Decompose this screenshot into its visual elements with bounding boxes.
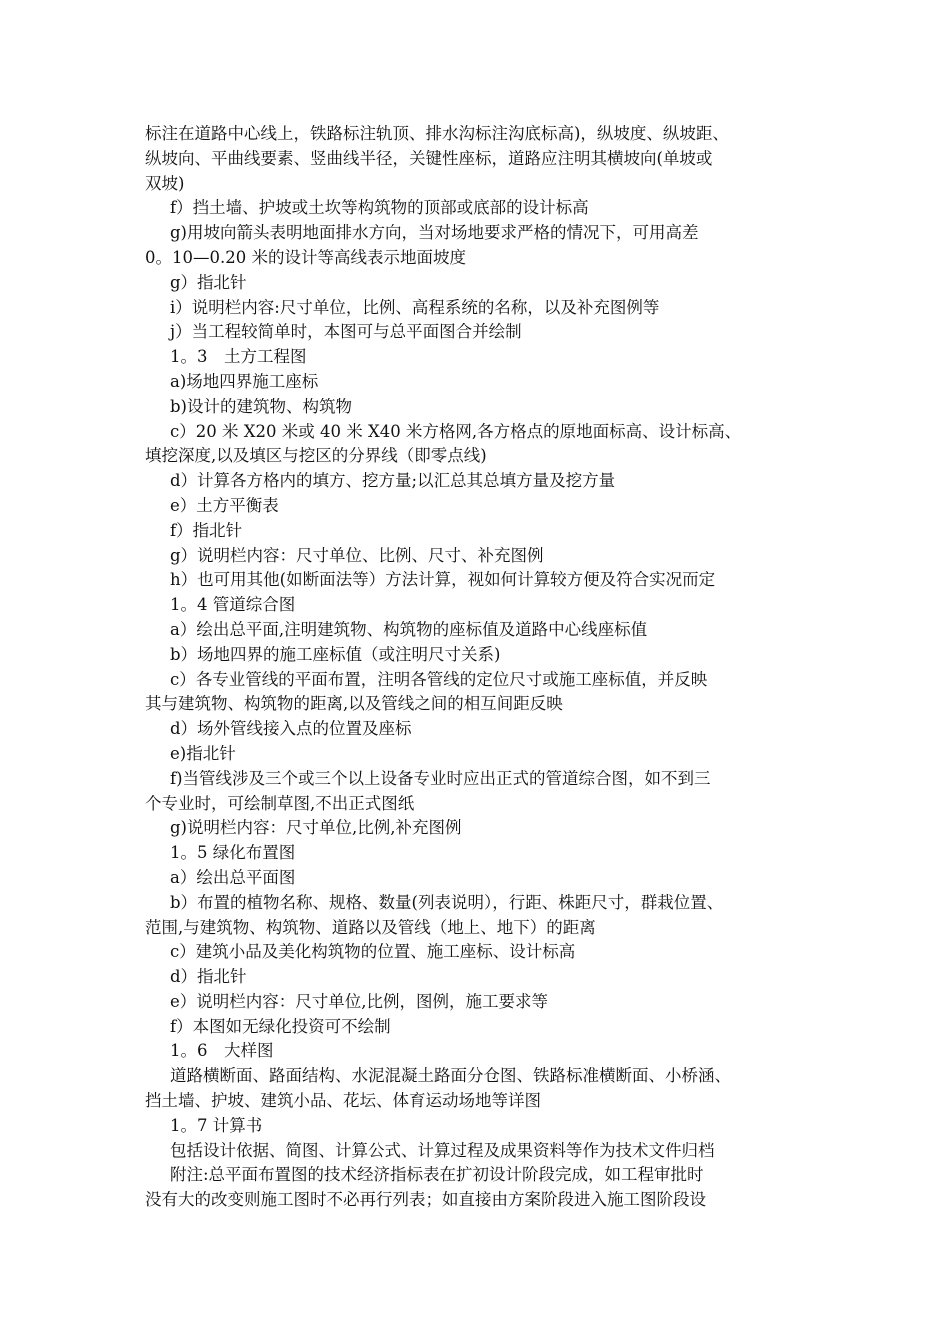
text-line: a）绘出总平面,注明建筑物、构筑物的座标值及道路中心线座标值 (170, 619, 648, 639)
text-line: d）计算各方格内的填方、挖方量;以汇总其总填方量及挖方量 (170, 471, 616, 491)
text-line: f)当管线涉及三个或三个以上设备专业时应出正式的管道综合图，如不到三 (170, 768, 711, 788)
text-line: e）土方平衡表 (170, 495, 279, 515)
text-line: 其与建筑物、构筑物的距离,以及管线之间的相互间距反映 (145, 694, 563, 714)
text-line: f）本图如无绿化投资可不绘制 (170, 1016, 391, 1036)
text-line: 填挖深度,以及填区与挖区的分界线（即零点线) (145, 446, 487, 466)
section-heading: 1。3 土方工程图 (170, 347, 307, 367)
text-line: g）说明栏内容：尺寸单位、比例、尺寸、补充图例 (170, 545, 544, 565)
text-line: 道路横断面、路面结构、水泥混凝土路面分仓图、铁路标准横断面、小桥涵、 (170, 1066, 731, 1086)
text-line: d）场外管线接入点的位置及座标 (170, 719, 412, 739)
document-body (145, 122, 825, 1213)
text-line: 挡土墙、护坡、建筑小品、花坛、体育运动场地等详图 (145, 1091, 541, 1111)
text-line: c）20 米 X20 米或 40 米 X40 米方格网,各方格点的原地面标高、设计标高、 (170, 421, 742, 441)
text-line: a）绘出总平面图 (170, 867, 296, 887)
text-line: 附注:总平面布置图的技术经济指标表在扩初设计阶段完成，如工程审批时 (170, 1165, 704, 1185)
text-line: b）场地四界的施工座标值（或注明尺寸关系) (170, 644, 501, 664)
text-line: b)设计的建筑物、构筑物 (170, 396, 352, 416)
text-line: e）说明栏内容：尺寸单位,比例，图例，施工要求等 (170, 991, 549, 1011)
text-line: c）建筑小品及美化构筑物的位置、施工座标、设计标高 (170, 942, 576, 962)
text-line: 包括设计依据、简图、计算公式、计算过程及成果资料等作为技术文件归档 (170, 1140, 715, 1160)
text-line: g)说明栏内容：尺寸单位,比例,补充图例 (170, 818, 462, 838)
text-line: 纵坡向、平曲线要素、竖曲线半径，关键性座标，道路应注明其横坡向(单坡或 (145, 148, 713, 168)
text-line: e)指北针 (170, 743, 236, 763)
section-heading: 1。4 管道综合图 (170, 595, 296, 615)
section-heading: 1。7 计算书 (170, 1115, 263, 1135)
text-line: f）指北针 (170, 520, 243, 540)
text-line: 个专业时，可绘制草图,不出正式图纸 (145, 793, 415, 813)
text-line: g)用坡向箭头表明地面排水方向，当对场地要求严格的情况下，可用高差 (170, 223, 699, 243)
text-line: f）挡土墙、护坡或土坎等构筑物的顶部或底部的设计标高 (170, 198, 589, 218)
text-line: 没有大的改变则施工图时不必再行列表；如直接由方案阶段进入施工图阶段设 (145, 1190, 706, 1210)
text-line: 范围,与建筑物、构筑物、道路以及管线（地上、地下）的距离 (145, 917, 596, 937)
text-line: 0。10—0.20 米的设计等高线表示地面坡度 (145, 247, 466, 267)
text-line: d）指北针 (170, 967, 247, 987)
section-heading: 1。5 绿化布置图 (170, 843, 296, 863)
text-line: g）指北针 (170, 272, 247, 292)
text-line: j）当工程较简单时，本图可与总平面图合并绘制 (170, 322, 522, 342)
text-line: c）各专业管线的平面布置，注明各管线的定位尺寸或施工座标值，并反映 (170, 669, 708, 689)
text-line: b）布置的植物名称、规格、数量(列表说明），行距、株距尺寸，群栽位置、 (170, 892, 724, 912)
text-line: i）说明栏内容:尺寸单位，比例、高程系统的名称，以及补充图例等 (170, 297, 660, 317)
text-line: h）也可用其他(如断面法等）方法计算，视如何计算较方便及符合实况而定 (170, 570, 716, 590)
section-heading: 1。6 大样图 (170, 1041, 274, 1061)
text-line: a)场地四界施工座标 (170, 371, 319, 391)
text-line: 标注在道路中心线上，铁路标注轨顶、排水沟标注沟底标高)，纵坡度、纵坡距、 (145, 124, 729, 143)
text-line: 双坡) (145, 173, 185, 193)
